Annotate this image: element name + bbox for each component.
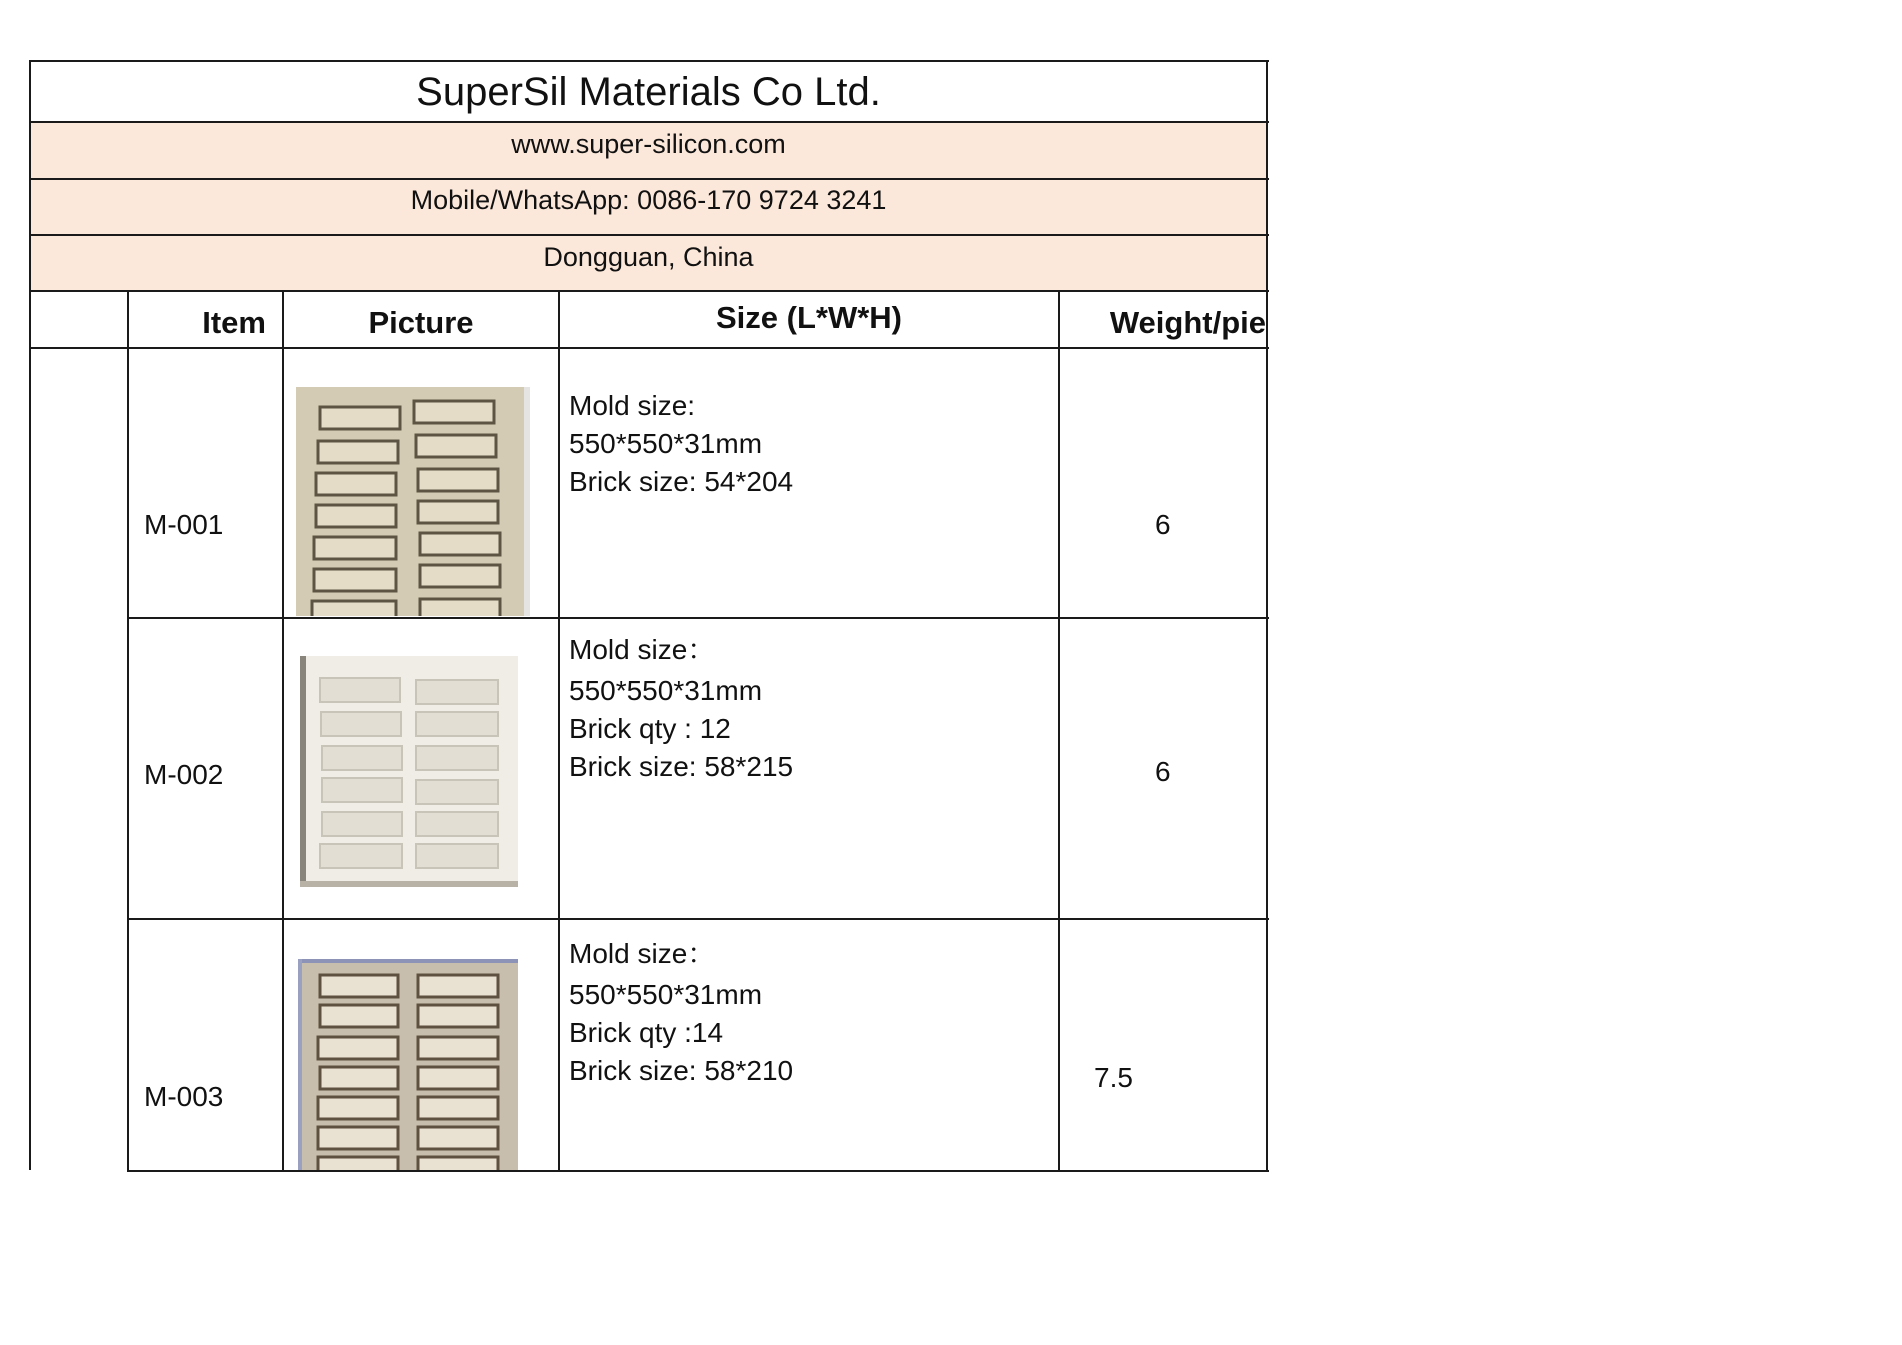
product-photo-m002 (300, 656, 518, 887)
grid-line (127, 1170, 1269, 1172)
column-header-weight: Weight/pie (1109, 305, 1266, 340)
grid-line (29, 290, 1269, 292)
grid-line (127, 918, 1269, 920)
size-description (569, 628, 793, 786)
grid-line (29, 60, 31, 1170)
grid-line (1058, 290, 1060, 1172)
contact-text: Mobile/WhatsApp: 0086-170 9724 3241 (410, 185, 887, 215)
size-line: Mold size: (569, 390, 696, 421)
grid-line (29, 347, 1269, 349)
mold-image (298, 959, 518, 1170)
item-code: M-001 (144, 509, 224, 540)
size-line: Brick size: 58*215 (569, 751, 794, 782)
size-description (569, 932, 793, 1090)
website-text: www.super-silicon.com (511, 129, 786, 159)
company-title: SuperSil Materials Co Ltd. (416, 70, 881, 114)
grid-line (127, 290, 129, 1172)
column-header-picture: Picture (368, 305, 474, 340)
item-code: M-003 (144, 1081, 224, 1112)
product-photo-m003 (298, 959, 518, 1170)
size-line: Brick size: 58*210 (569, 1055, 794, 1086)
grid-line (29, 121, 1269, 123)
size-line: 550*550*31mm (569, 979, 763, 1010)
size-line: Brick size: 54*204 (569, 466, 794, 497)
product-photo-m001 (296, 387, 530, 616)
grid-line (282, 290, 284, 1172)
grid-line (127, 617, 1269, 619)
size-line: Mold size： (569, 634, 716, 665)
weight-value: 7.5 (1094, 1062, 1133, 1093)
item-code: M-002 (144, 759, 224, 790)
grid-line (29, 234, 1269, 236)
size-description (569, 387, 793, 501)
column-header-item: Item (202, 305, 266, 340)
column-header-size: Size (L*W*H) (716, 300, 902, 335)
grid-line (558, 290, 560, 1172)
size-line: 550*550*31mm (569, 428, 763, 459)
mold-image (300, 656, 518, 887)
size-line: Mold size： (569, 938, 716, 969)
size-line: 550*550*31mm (569, 675, 763, 706)
location-text: Dongguan, China (543, 242, 754, 272)
mold-image (296, 387, 530, 616)
size-line: Brick qty : 12 (569, 713, 731, 744)
weight-value: 6 (1155, 756, 1171, 787)
size-line: Brick qty :14 (569, 1017, 724, 1048)
grid-line (29, 60, 1269, 62)
grid-line (29, 178, 1269, 180)
weight-value: 6 (1155, 509, 1171, 540)
grid-line (1266, 60, 1268, 1172)
